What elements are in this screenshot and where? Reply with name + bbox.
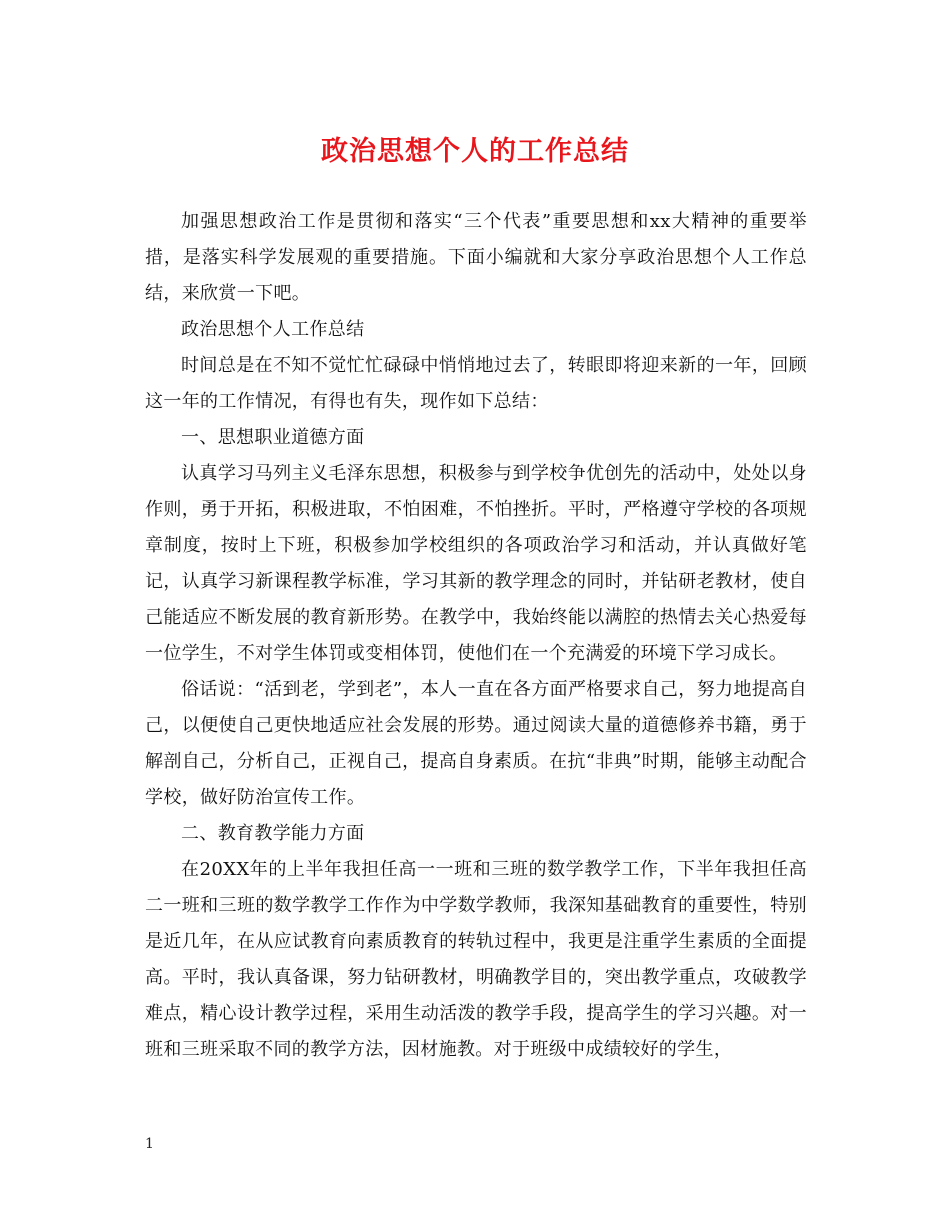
body-paragraph: 俗话说：“活到老，学到老”，本人一直在各方面严格要求自己，努力地提高自己，以便使自己更快地适应社会发展的形势。通过阅读大量的道德修养书籍，勇于解剖自己，分析自己，正视自己，提高自身素质。在抗“非典”时期，能够主动配合学校，做好防治宣传工作。 [145,679,807,808]
document-title: 政治思想个人的工作总结 [321,136,629,167]
body-paragraph: 认真学习马列主义毛泽东思想，积极参与到学校争优创先的活动中，处处以身作则，勇于开拓，积极进取，不怕困难，不怕挫折。平时，严格遵守学校的各项规章制度，按时上下班，积极参加学校组织的各项政治学习和活动，并认真做好笔记，认真学习新课程教学标准，学习其新的教学理念的同时，并钻研老教材，使自己能适应不断发展的教育新形势。在教学中，我始终能以满腔的热情去关心热爱每一位学生，不对学生体罚或变相体罚，使他们在一个充满爱的环境下学习成长。 [145,463,807,664]
section-heading-ethics: 一、思想职业道德方面 [181,427,365,448]
body-paragraph: 时间总是在不知不觉忙忙碌碌中悄悄地过去了，转眼即将迎来新的一年，回顾这一年的工作情况，有得也有失，现作如下总结： [145,355,807,412]
document-body [145,204,807,1068]
page-number: 1 [145,1136,154,1152]
body-paragraph: 在20XX年的上半年我担任高一一班和三班的数学教学工作，下半年我担任高二一班和三班的数学教学工作作为中学数学教师，我深知基础教育的重要性，特别是近几年，在从应试教育向素质教育的转轨过程中，我更是注重学生素质的全面提高。平时，我认真备课，努力钻研教材，明确教学目的，突出教学重点，攻破教学难点，精心设计教学过程，采用生动活泼的教学手段，提高学生的学习兴趣。对一班和三班采取不同的教学方法，因材施教。对于班级中成绩较好的学生， [145,859,807,1060]
intro-paragraph: 加强思想政治工作是贯彻和落实“三个代表”重要思想和xx大精神的重要举措，是落实科学发展观的重要措施。下面小编就和大家分享政治思想个人工作总结，来欣赏一下吧。 [145,211,807,304]
section-heading: 政治思想个人工作总结 [181,319,365,340]
section-heading-teaching: 二、教育教学能力方面 [181,823,365,844]
